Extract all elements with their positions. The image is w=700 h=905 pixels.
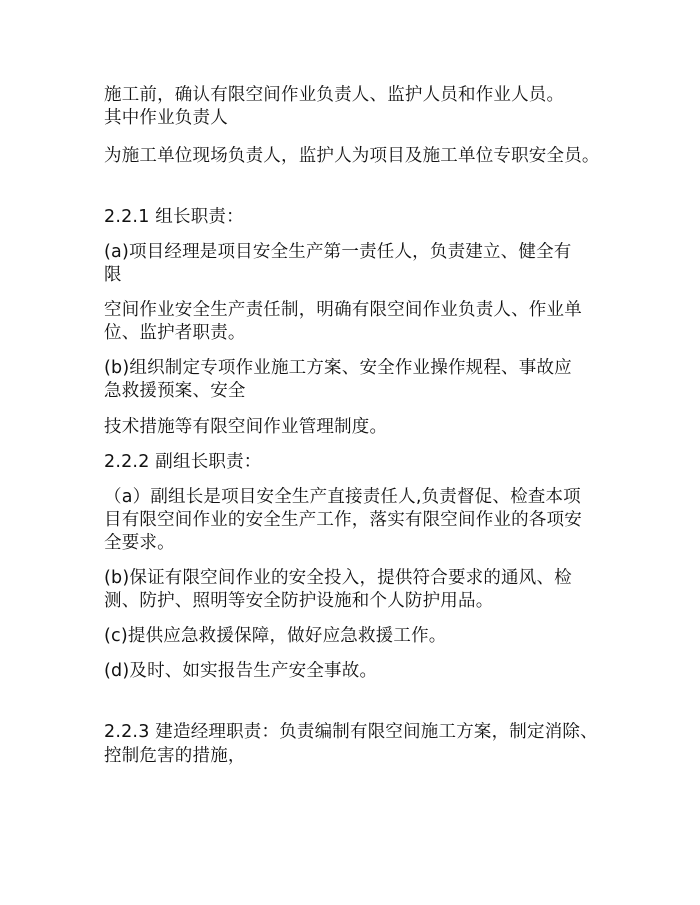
paragraph-line: (a)项目经理是项目安全生产第一责任人，负责建立、健全有 [104, 242, 572, 262]
paragraph-line: (b)组织制定专项作业施工方案、安全作业操作规程、事故应 [104, 358, 572, 378]
paragraph-line: 施工前，确认有限空间作业负责人、监护人员和作业人员。 [104, 85, 565, 105]
paragraph-line: (d)及时、如实报告生产安全事故。 [104, 661, 378, 681]
paragraph-line: 急救援预案、安全 [104, 381, 246, 401]
paragraph-line: 为施工单位现场负责人，监护人为项目及施工单位专职安全员。 [104, 146, 600, 166]
section-heading-2-2-3: 2.2.3 建造经理职责：负责编制有限空间施工方案，制定消除、 [104, 722, 598, 742]
section-heading-2-2-2: 2.2.2 副组长职责： [104, 452, 262, 472]
paragraph-line: 技术措施等有限空间作业管理制度。 [104, 417, 388, 437]
paragraph-line: 位、监护者职责。 [104, 323, 246, 343]
paragraph-line: 限 [104, 265, 122, 285]
section-heading-2-2-1: 2.2.1 组长职责： [104, 207, 244, 227]
paragraph-line: 其中作业负责人 [104, 108, 228, 128]
paragraph-line: 空间作业安全生产责任制，明确有限空间作业负责人、作业单 [104, 300, 582, 320]
paragraph-line: (c)提供应急救援保障，做好应急救援工作。 [104, 626, 447, 646]
paragraph-line: (b)保证有限空间作业的安全投入，提供符合要求的通风、检 [104, 568, 572, 588]
paragraph-line: 全要求。 [104, 533, 175, 553]
paragraph-line: 测、防护、照明等安全防护设施和个人防护用品。 [104, 591, 494, 611]
paragraph-line: （a）副组长是项目安全生产直接责任人,负责督促、检查本项 [104, 487, 581, 507]
paragraph-line: 目有限空间作业的安全生产工作，落实有限空间作业的各项安 [104, 510, 582, 530]
paragraph-line: 控制危害的措施， [104, 746, 246, 766]
